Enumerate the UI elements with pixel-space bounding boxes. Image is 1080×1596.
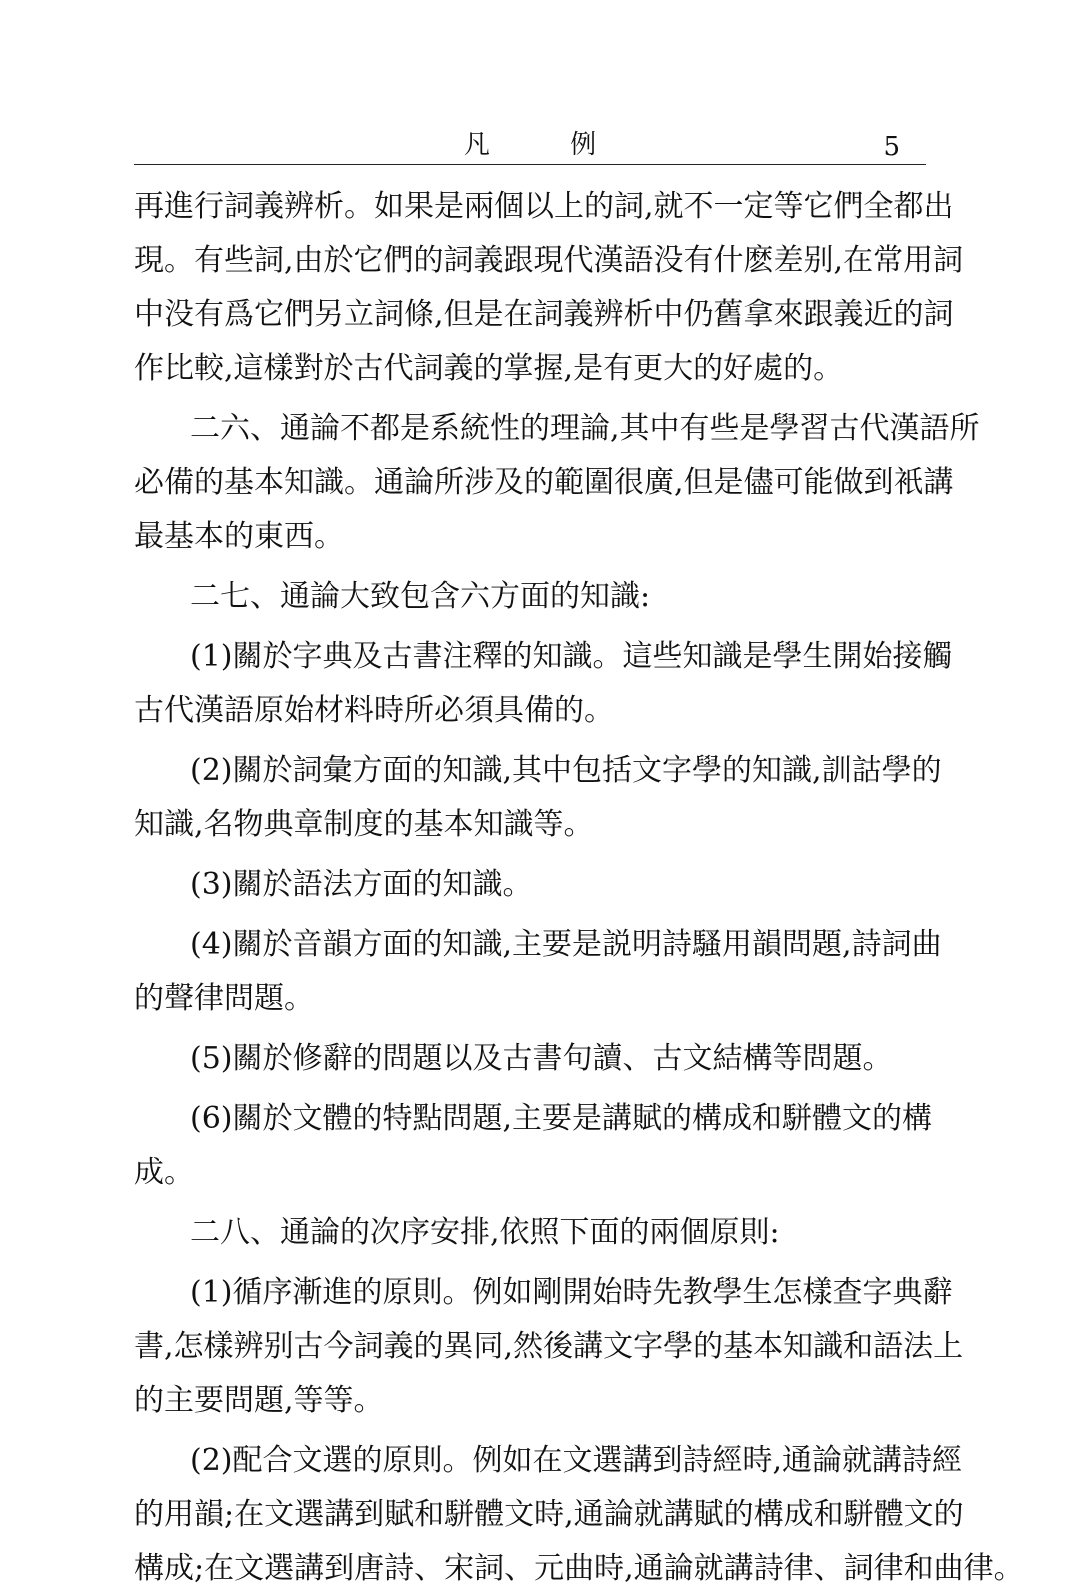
text-line: 的聲律問題。 [134, 981, 314, 1016]
body-text [134, 180, 1024, 1596]
text-line: 最基本的東西。 [134, 519, 344, 554]
text-line: 的用韻;在文選講到賦和駢體文時,通論就講賦的構成和駢體文的 [134, 1497, 964, 1532]
text-line: 成。 [134, 1155, 194, 1190]
running-head [134, 128, 926, 164]
text-line: 必備的基本知識。通論所涉及的範圍很廣,但是儘可能做到衹講 [134, 465, 954, 500]
text-line: (4)關於音韻方面的知識,主要是説明詩騷用韻問題,詩詞曲 [190, 927, 942, 962]
page-title: 凡 例 [463, 130, 633, 160]
text-line: 二六、通論不都是系統性的理論,其中有些是學習古代漢語所 [190, 411, 980, 446]
text-line: (2)關於詞彙方面的知識,其中包括文字學的知識,訓詁學的 [190, 753, 942, 788]
text-line: (3)關於語法方面的知識。 [190, 867, 533, 902]
header-rule [134, 164, 926, 165]
text-line: 作比較,這樣對於古代詞義的掌握,是有更大的好處的。 [134, 351, 844, 386]
page-number: 5 [883, 132, 900, 162]
text-line: 知識,名物典章制度的基本知識等。 [134, 807, 594, 842]
text-line: 古代漢語原始材料時所必須具備的。 [134, 693, 614, 728]
text-line: (2)配合文選的原則。例如在文選講到詩經時,通論就講詩經 [190, 1443, 963, 1478]
text-line: 構成;在文選講到唐詩、宋詞、元曲時,通論就講詩律、詞律和曲律。 [134, 1551, 1024, 1586]
text-line: 再進行詞義辨析。如果是兩個以上的詞,就不一定等它們全都出 [134, 189, 954, 224]
text-line: 的主要問題,等等。 [134, 1383, 384, 1418]
text-line: (6)關於文體的特點問題,主要是講賦的構成和駢體文的構 [190, 1101, 933, 1136]
text-line: (1)關於字典及古書注釋的知識。這些知識是學生開始接觸 [190, 639, 953, 674]
text-line: (1)循序漸進的原則。例如剛開始時先教學生怎樣查字典辭 [190, 1275, 953, 1310]
text-line: 二八、通論的次序安排,依照下面的兩個原則: [190, 1215, 780, 1250]
text-line: 二七、通論大致包含六方面的知識: [190, 579, 651, 614]
text-line: 現。有些詞,由於它們的詞義跟現代漢語没有什麽差别,在常用詞 [134, 243, 964, 278]
text-line: 書,怎樣辨别古今詞義的異同,然後講文字學的基本知識和語法上 [134, 1329, 964, 1364]
text-line: (5)關於修辭的問題以及古書句讀、古文結構等問題。 [190, 1041, 893, 1076]
text-line: 中没有爲它們另立詞條,但是在詞義辨析中仍舊拿來跟義近的詞 [134, 297, 954, 332]
